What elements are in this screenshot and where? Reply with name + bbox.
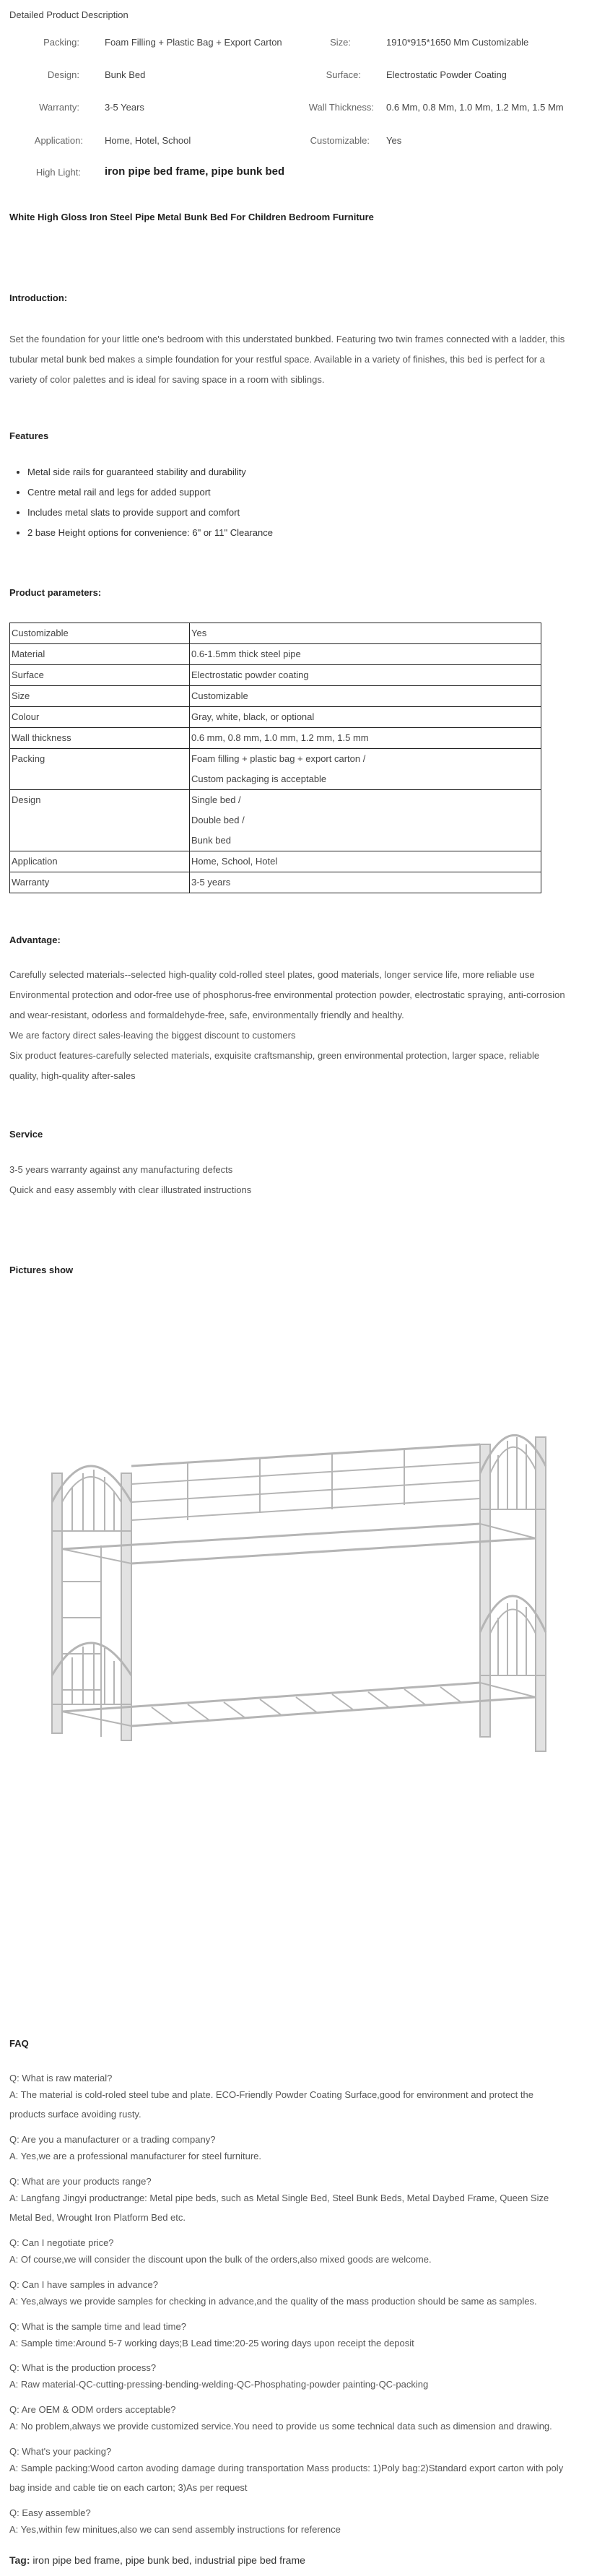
spec-wall-label: Wall Thickness: [308, 102, 374, 113]
faq-question: Q: Easy assemble? [9, 2507, 91, 2518]
introduction-line: variety of color palettes and is ideal for saving space in a room with siblings. [9, 374, 325, 385]
faq-question: Q: Are you a manufacturer or a trading company? [9, 2134, 216, 2145]
faq-question: Q: What's your packing? [9, 2446, 112, 2457]
bunk-bed-image [43, 1365, 563, 1791]
param-key: Material [10, 644, 190, 665]
advantage-text [9, 965, 591, 1086]
service-text [9, 1160, 591, 1200]
spec-customizable-label: Customizable: [310, 135, 370, 146]
spec-customizable-value: Yes [386, 135, 402, 146]
spec-surface-value: Electrostatic Powder Coating [386, 69, 507, 80]
table-row [10, 872, 541, 893]
faq-question: Q: What is the sample time and lead time? [9, 2321, 186, 2332]
param-key: Design [10, 790, 190, 851]
tag-link[interactable]: pipe bunk bed [125, 2554, 189, 2566]
param-value: 0.6-1.5mm thick steel pipe [190, 644, 541, 665]
parameters-heading: Product parameters: [9, 587, 102, 598]
advantage-line: and wear-resistant, odorless and formaldehyde-free, safe, environmentally friendly and healthy. [9, 1010, 404, 1020]
features-heading: Features [9, 430, 49, 441]
faq-answer: A: Raw material-QC-cutting-pressing-bending-welding-QC-Phosphating-powder painting-QC-packing [9, 2379, 429, 2390]
faq-question: Q: What is raw material? [9, 2073, 113, 2083]
spec-wall-value: 0.6 Mm, 0.8 Mm, 1.0 Mm, 1.2 Mm, 1.5 Mm [386, 102, 564, 113]
tag-line: Tag: iron pipe bed frame, pipe bunk bed, industrial pipe bed frame [9, 2554, 305, 2566]
advantage-line: Six product features-carefully selected materials, exquisite craftsmanship, green environmental protection, larger space, reliable [9, 1050, 540, 1061]
tag-link[interactable]: industrial pipe bed frame [194, 2554, 305, 2566]
features-list [13, 462, 273, 543]
param-key: Wall thickness [10, 728, 190, 749]
faq-answer: A: Sample time:Around 5-7 working days;B Lead time:20-25 woring days upon receipt the deposit [9, 2338, 414, 2349]
spec-warranty-value: 3-5 Years [105, 102, 144, 113]
advantage-line: We are factory direct sales-leaving the biggest discount to customers [9, 1030, 296, 1041]
param-key: Customizable [10, 623, 190, 644]
faq-answer: A: Sample packing:Wood carton avoding damage during transportation Mass products: 1)Poly bag:2)Standard export carton with poly bag inside and cable tie on each carton; 3)As per request [9, 2463, 564, 2493]
faq-answer: A: Yes,always we provide samples for checking in advance,and the quality of the mass production should be same as samples. [9, 2296, 537, 2307]
faq-question: Q: What is the production process? [9, 2362, 157, 2373]
introduction-text [9, 329, 591, 390]
faq-answer: A. Yes,we are a professional manufacturer for steel furniture. [9, 2151, 262, 2161]
param-key: Size [10, 686, 190, 707]
advantage-line: Carefully selected materials--selected high-quality cold-rolled steel plates, good materials, longer service life, more reliable use [9, 969, 535, 980]
param-key: Surface [10, 665, 190, 686]
advantage-line: Environmental protection and odor-free use of phosphorus-free environmental protection powder, electrostatic spraying, anti-corrosion [9, 989, 565, 1000]
faq-question: Q: Can I have samples in advance? [9, 2279, 158, 2290]
feature-item: • 2 base Height options for convenience: 6" or 11" Clearance [27, 523, 273, 543]
faq-heading: FAQ [9, 2038, 29, 2049]
product-title: White High Gloss Iron Steel Pipe Metal Bunk Bed For Children Bedroom Furniture [9, 212, 374, 222]
spec-application-value: Home, Hotel, School [105, 135, 191, 146]
advantage-heading: Advantage: [9, 934, 61, 945]
faq-question: Q: Can I negotiate price? [9, 2237, 114, 2248]
spec-surface-label: Surface: [326, 69, 361, 80]
param-value: Single bed / Double bed / Bunk bed [190, 790, 541, 851]
faq-answer: A: Yes,within few minitues,also we can send assembly instructions for reference [9, 2524, 341, 2535]
feature-item: • Metal side rails for guaranteed stability and durability [27, 462, 273, 482]
param-key: Warranty [10, 872, 190, 893]
param-value: Foam filling + plastic bag + export carton / Custom packaging is acceptable [190, 749, 541, 790]
tag-label: Tag: [9, 2554, 30, 2566]
spec-size-label: Size: [330, 37, 351, 48]
faq-question: Q: Are OEM & ODM orders acceptable? [9, 2404, 176, 2415]
spec-highlight-label: High Light: [35, 167, 81, 178]
table-row [10, 790, 541, 851]
introduction-line: tubular metal bunk bed makes a simple foundation for your restful space. Available in a variety of finishes, this bed is perfect for a [9, 354, 545, 365]
table-row [10, 665, 541, 686]
spec-packing-value: Foam Filling + Plastic Bag + Export Carton [105, 37, 282, 48]
page-title: Detailed Product Description [9, 9, 128, 20]
param-key: Application [10, 851, 190, 872]
spec-packing-label: Packing: [43, 37, 79, 48]
bunk-bed-icon [52, 1435, 546, 1751]
introduction-heading: Introduction: [9, 292, 68, 303]
spec-design-value: Bunk Bed [105, 69, 146, 80]
spec-size-value: 1910*915*1650 Mm Customizable [386, 37, 529, 48]
spec-application-label: Application: [34, 135, 83, 146]
table-row [10, 707, 541, 728]
service-line: Quick and easy assembly with clear illustrated instructions [9, 1184, 252, 1195]
param-value: Gray, white, black, or optional [190, 707, 541, 728]
faq-question: Q: What are your products range? [9, 2176, 152, 2187]
param-value: 0.6 mm, 0.8 mm, 1.0 mm, 1.2 mm, 1.5 mm [190, 728, 541, 749]
parameters-table [9, 623, 541, 893]
spec-design-label: Design: [47, 69, 79, 80]
param-value: Home, School, Hotel [190, 851, 541, 872]
table-row [10, 644, 541, 665]
param-value: Yes [190, 623, 541, 644]
param-value: Customizable [190, 686, 541, 707]
param-value: Electrostatic powder coating [190, 665, 541, 686]
feature-item: • Centre metal rail and legs for added support [27, 482, 273, 503]
spec-warranty-label: Warranty: [39, 102, 79, 113]
service-line: 3-5 years warranty against any manufacturing defects [9, 1164, 233, 1175]
param-key: Colour [10, 707, 190, 728]
table-row [10, 749, 541, 790]
table-row [10, 686, 541, 707]
spec-highlight-value: iron pipe bed frame, pipe bunk bed [105, 165, 285, 178]
faq-answer: A: Langfang Jingyi productrange: Metal pipe beds, such as Metal Single Bed, Steel Bunk Beds, Metal Daybed Frame, Queen Size Metal Bed, Wrought Iron Platform Bed etc. [9, 2193, 549, 2223]
tag-link[interactable]: iron pipe bed frame [32, 2554, 121, 2566]
param-key: Packing [10, 749, 190, 790]
service-heading: Service [9, 1129, 43, 1140]
faq-answer: A: Of course,we will consider the discount upon the bulk of the orders,also mixed goods are welcome. [9, 2254, 432, 2265]
faq-answer: A: No problem,always we provide customized service.You need to provide us some technical data such as dimension and drawing. [9, 2421, 552, 2432]
feature-item: • Includes metal slats to provide support and comfort [27, 503, 273, 523]
param-value: 3-5 years [190, 872, 541, 893]
advantage-line: quality, high-quality after-sales [9, 1070, 136, 1081]
faq-answer: A: The material is cold-roled steel tube and plate. ECO-Friendly Powder Coating Surface,good for environment and protect the products surface avoiding rusty. [9, 2089, 533, 2120]
table-row [10, 728, 541, 749]
table-row [10, 851, 541, 872]
pictures-heading: Pictures show [9, 1265, 74, 1275]
table-row [10, 623, 541, 644]
introduction-line: Set the foundation for your little one's bedroom with this understated bunkbed. Featuring two twin frames connected with a ladder, this [9, 334, 565, 344]
